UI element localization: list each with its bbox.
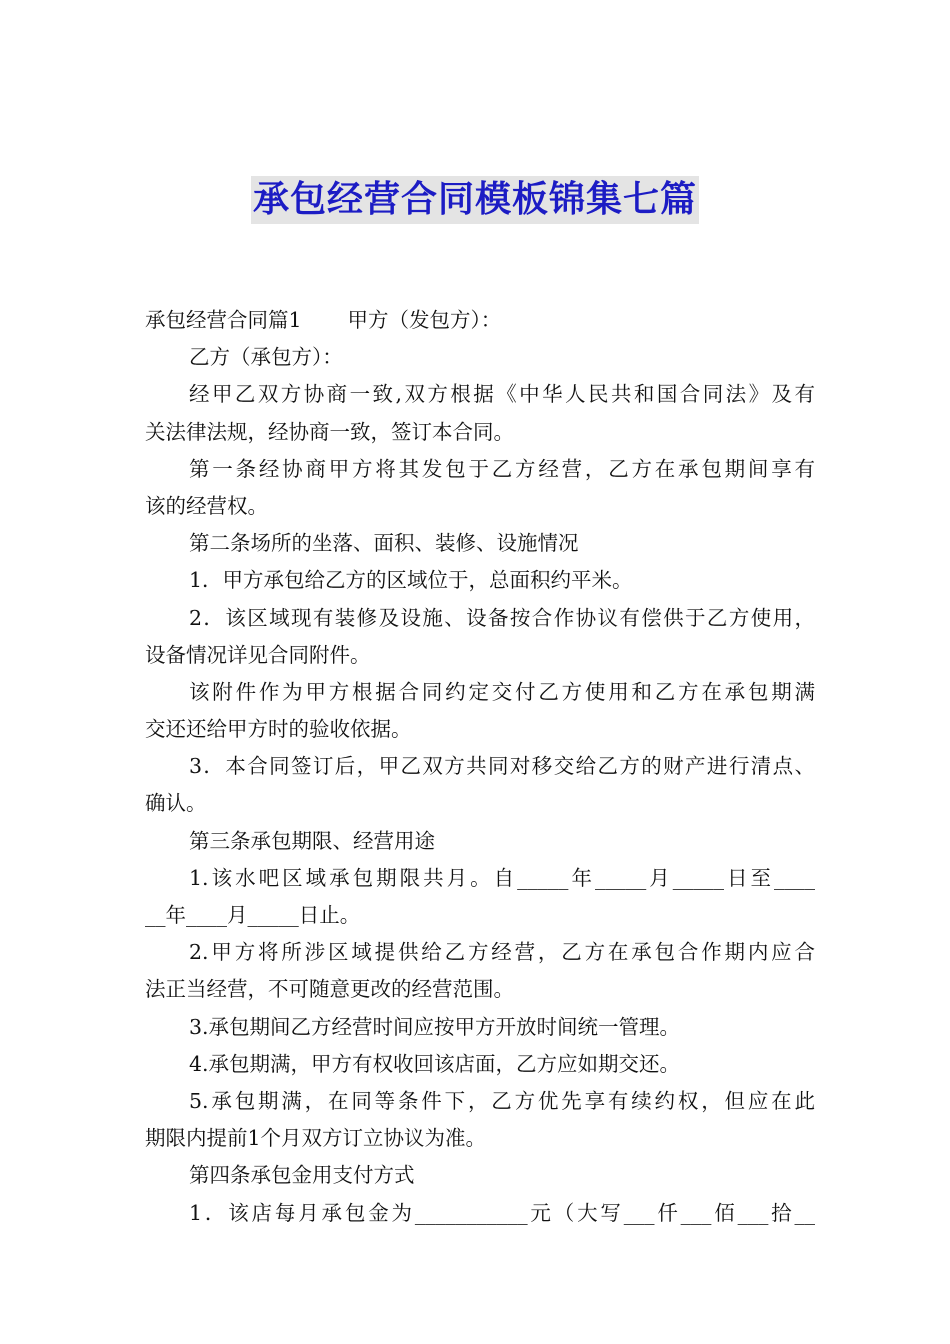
paragraph-line: 4.承包期满，甲方有权收回该店面，乙方应如期交还。 bbox=[189, 1051, 681, 1076]
document-body bbox=[145, 302, 815, 1232]
title-container bbox=[0, 176, 950, 224]
paragraph-line: 该附件作为甲方根据合同约定交付乙方使用和乙方在承包期满 bbox=[189, 679, 815, 704]
paragraph-line: 设备情况详见合同附件。 bbox=[145, 642, 371, 667]
document-title: 承包经营合同模板锦集七篇 bbox=[251, 176, 699, 224]
contract-heading-line bbox=[145, 302, 815, 339]
paragraph-line: 第二条场所的坐落、面积、装修、设施情况 bbox=[189, 531, 579, 556]
paragraph-line: 第四条承包金用支付方式 bbox=[189, 1163, 415, 1188]
paragraph-line: 该的经营权。 bbox=[145, 493, 268, 518]
paragraph-line: 关法律法规，经协商一致，签订本合同。 bbox=[145, 419, 514, 444]
paragraph-line: 经甲乙双方协商一致,双方根据《中华人民共和国合同法》及有 bbox=[189, 382, 815, 407]
paragraph-line: __年____月_____日止。 bbox=[145, 903, 361, 927]
paragraph-line: 第一条经协商甲方将其发包于乙方经营，乙方在承包期间享有 bbox=[189, 456, 815, 481]
paragraph-line: 确认。 bbox=[145, 791, 207, 816]
paragraph-line: 1．甲方承包给乙方的区域位于，总面积约平米。 bbox=[189, 568, 633, 593]
paragraph-line: 第三条承包期限、经营用途 bbox=[189, 828, 435, 853]
paragraph-line: 1.该水吧区域承包期限共月。自_____年_____月_____日至____ bbox=[189, 865, 815, 890]
paragraph-line: 2．该区域现有装修及设施、设备按合作协议有偿供于乙方使用， bbox=[189, 605, 815, 630]
paragraph-line: 法正当经营，不可随意更改的经营范围。 bbox=[145, 977, 514, 1002]
paragraph-line: 2.甲方将所涉区域提供给乙方经营，乙方在承包合作期内应合 bbox=[189, 940, 815, 965]
paragraph-line: 3.承包期间乙方经营时间应按甲方开放时间统一管理。 bbox=[189, 1014, 681, 1039]
paragraph-line: 3．本合同签订后，甲乙双方共同对移交给乙方的财产进行清点、 bbox=[189, 754, 815, 779]
party-a-label: 甲方（发包方）： bbox=[347, 308, 502, 332]
paragraph-line: 1．该店每月承包金为___________元（大写___仟___佰___拾__ bbox=[189, 1200, 815, 1225]
paragraph-line: 5.承包期满，在同等条件下，乙方优先享有续约权，但应在此 bbox=[189, 1088, 815, 1113]
paragraph-line: 乙方（承包方）： bbox=[189, 345, 343, 370]
contract-heading: 承包经营合同篇1 bbox=[145, 308, 302, 332]
paragraph-line: 交还还给甲方时的验收依据。 bbox=[145, 717, 412, 742]
paragraph-line: 期限内提前1个月双方订立协议为准。 bbox=[145, 1126, 487, 1151]
